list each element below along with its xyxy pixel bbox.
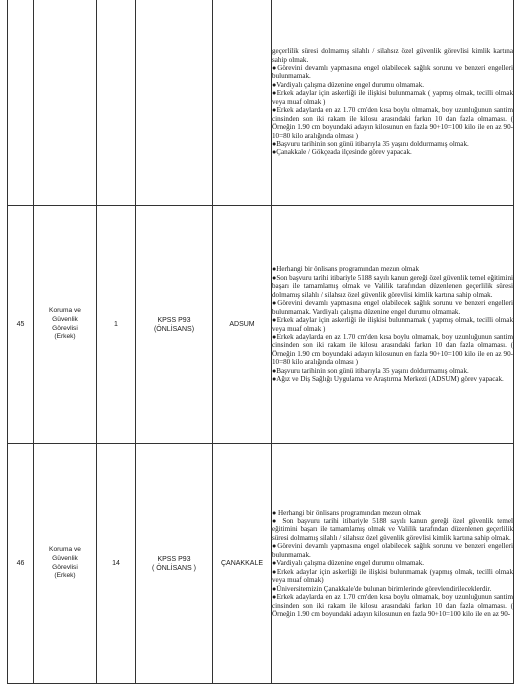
qualification-item: ●Erkek adaylarda en az 1.70 cm'den kısa boylu olmamak, boy uzunluğunun santim cinsinden son iki rakam ile kilosu arasındaki farkın 10 dan fazla olmaması. ( Örneğin 1.90 cm boyundaki adayın kilosunun en fazla 90+10=100 kilo ile en az 90- xyxy=(272,593,513,618)
row-number: 46 xyxy=(16,560,25,567)
qualification-item: geçerlilik süresi dolmamış silahlı / silahsız özel güvenlik görevlisi kimlik kartına sahip olmak. xyxy=(272,47,513,64)
qualification-item: ●Son başvuru tarihi itibariyle 5188 sayılı kanun gereği özel güvenlik temel eğitimini başarı ile tamamlamış olmak ve Valilik tarafından düzenlenen geçerlilik süresi dolmamış silahlı / silahsız özel güvenlik görevlisi kimlik kartına sahip olmak. xyxy=(272,273,513,299)
qualification-item: ●Herhangi bir önlisans programından mezun olmak xyxy=(272,265,420,274)
qualification-item: ●Erkek adaylar için askerliği ile ilişkisi bulunmamak ( yapmış olmak, tecilli olmak veya muaf olmak ) xyxy=(272,316,513,333)
kpss-cell xyxy=(136,0,213,206)
qualification-item: ●Erkek adaylar için askerliği ile ilişkisi bulunmamak ( yapmış olmak, tecilli olmak veya muaf olmak ) xyxy=(272,89,513,106)
quantity: 1 xyxy=(114,321,118,328)
qualification-item: ●Üniversitemizin Çanakkale'de bulunan birimlerinde görevlendirileceklerdir. xyxy=(272,584,492,593)
location-cell xyxy=(213,0,272,206)
qualification-item: ●Erkek adaylarda en az 1.70 cm'den kısa boylu olmamak, boy uzunluğunun santim cinsinden son iki rakam ile kilosu arasındaki farkın 10 dan fazla olmaması. ( Örneğin 1.90 cm boyundaki adayın kilosunun en fazla 90+10=100 kilo ile en az 90-10=80 kilo aralığında olması ) xyxy=(272,332,513,367)
kpss-cell xyxy=(136,444,213,684)
position-title-line: (Erkek) xyxy=(54,572,76,580)
quantity-cell xyxy=(97,206,136,444)
quantity-cell xyxy=(97,444,136,684)
quantity-cell xyxy=(97,0,136,206)
qualification-item: ●Ağız ve Diş Sağlığı Uygulama ve Araştırma Merkezi (ADSUM) görev yapacak. xyxy=(272,375,504,384)
location: ÇANAKKALE xyxy=(220,560,264,567)
qualifications-cell xyxy=(272,0,514,206)
position-title-cell xyxy=(34,0,97,206)
table-row xyxy=(8,444,514,684)
table-row xyxy=(8,206,514,444)
kpss-cell xyxy=(136,206,213,444)
position-title-line: Koruma ve xyxy=(49,307,81,315)
position-title-line: Görevlisi xyxy=(52,324,78,332)
position-title-cell xyxy=(34,206,97,444)
kpss-line: ( ÖNLİSANS ) xyxy=(152,564,196,572)
position-title-line: Güvenlik xyxy=(52,554,78,562)
location-cell xyxy=(213,206,272,444)
qualification-item: ●Görevini devamlı yapmasına engel olabilecek sağlık sorunu ve benzeri engelleri bulunmamak. Vardiyalı çalışma düzenine engel durumu olmamak. xyxy=(272,299,513,316)
table-row xyxy=(8,0,514,206)
qualification-item: ● Son başvuru tarihi itibariyle 5188 sayılı kanun gereği özel güvenlik temel eğitimini başarı ile tamamlamış olmak ve Valilik tarafından düzenlenen geçerlilik süresi dolmamış silahlı / silahsız özel güvenlik görevlisi kimlik kartına sahip olmak. xyxy=(272,517,513,542)
qualifications-cell xyxy=(272,444,514,684)
qualification-item: ●Erkek adaylarda en az 1.70 cm'den kısa boylu olmamak, boy uzunluğunun santim cinsinden son iki rakam ile kilosu arasındaki farkın 10 dan fazla olmaması. ( Örneğin 1.90 cm boyundaki adayın kilosunun en fazla 90+10=100 kilo ile en az 90-10=80 kilo aralığında olması ) xyxy=(272,106,513,140)
qualification-item: ● Herhangi bir önlisans programından mezun olmak xyxy=(272,508,421,517)
qualification-item: ●Erkek adaylar için askerliği ile ilişkisi bulunmamak (yapmış olmak, tecilli olmak veya muaf olmak) xyxy=(272,567,513,585)
location: ADSUM xyxy=(229,321,255,328)
qualification-item: ●Görevini devamlı yapmasına engel olabilecek sağlık sorunu ve benzeri engelleri bulunmamak. xyxy=(272,542,513,559)
row-number-cell xyxy=(8,444,34,684)
row-number: 45 xyxy=(16,321,25,328)
position-title-line: (Erkek) xyxy=(54,333,76,341)
qualification-item: ●Başvuru tarihinin son günü itibarıyla 35 yaşını doldurmamış olmak. xyxy=(272,140,469,149)
position-title-line: Koruma ve xyxy=(49,546,81,554)
positions-table xyxy=(7,0,514,684)
qualification-item: ●Görevini devamlı yapmasına engel olabilecek sağlık sorunu ve benzeri engelleri bulunmamak. xyxy=(272,63,513,81)
qualifications-cell xyxy=(272,206,514,444)
position-title-line: Görevlisi xyxy=(52,563,78,571)
row-number-cell xyxy=(8,0,34,206)
kpss-line: KPSS P93 xyxy=(157,316,191,324)
qualification-item: ●Vardiyalı çalışma düzenine engel durumu olmamak. xyxy=(272,559,425,568)
positions-table-body xyxy=(8,0,514,684)
location-cell xyxy=(213,444,272,684)
kpss-line: KPSS P93 xyxy=(157,555,191,563)
position-title-cell xyxy=(34,444,97,684)
qualification-item: ●Vardiyalı çalışma düzenine engel durumu olmamak. xyxy=(272,80,425,89)
qualification-item: ●Başvuru tarihinin son günü itibarıyla 35 yaşını doldurmamış olmak. xyxy=(272,366,469,375)
quantity: 14 xyxy=(112,560,120,567)
position-title-line: Güvenlik xyxy=(52,315,78,323)
qualification-item: ●Çanakkale / Gökçeada ilçesinde görev yapacak. xyxy=(272,148,412,157)
kpss-line: (ÖNLİSANS) xyxy=(153,325,195,333)
row-number-cell xyxy=(8,206,34,444)
